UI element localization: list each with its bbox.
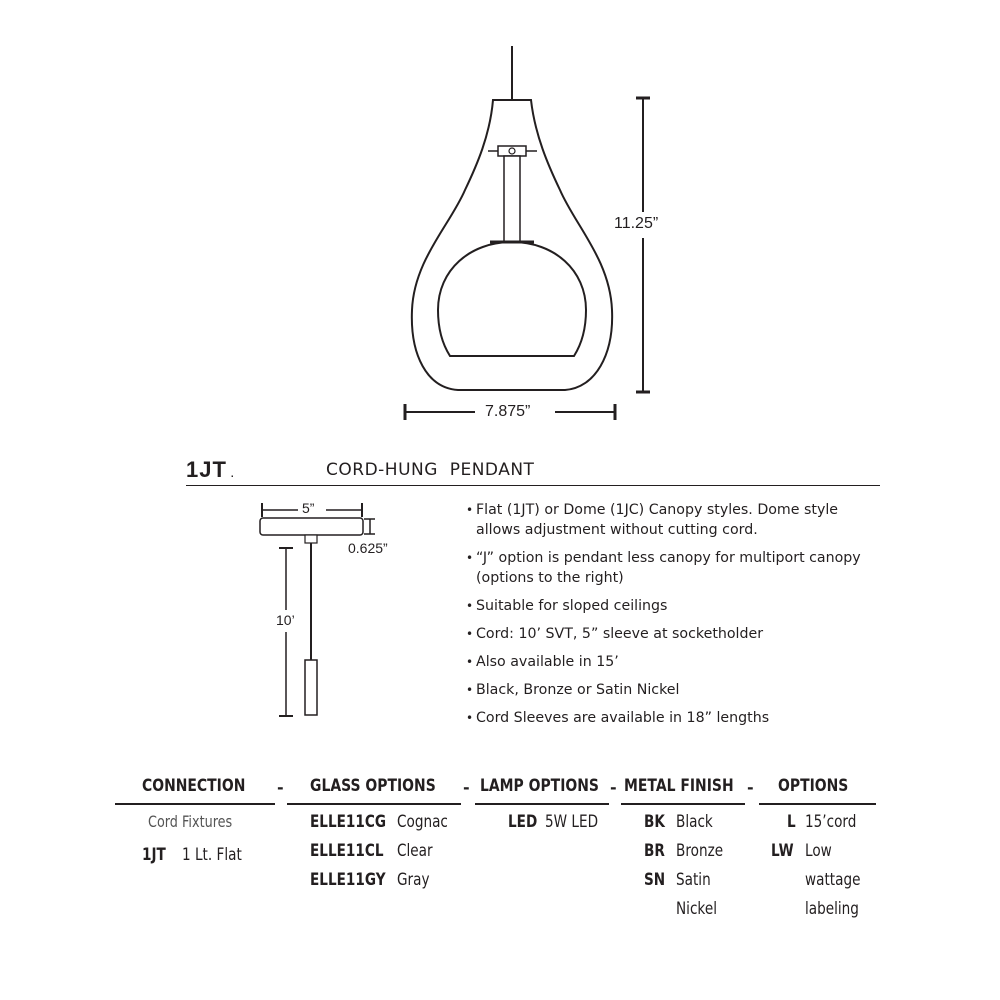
cord-length-label: 10’ [276,612,295,628]
canopy-width-label: 5” [302,500,315,516]
feature-item: • Cord: 10’ SVT, 5” sleeve at socketholder [466,624,886,644]
lamp-header: LAMP OPTIONS [480,776,599,796]
canopy-height-label: 0.625” [348,540,388,556]
feature-item: • “J” option is pendant less canopy for multiport canopy (options to the right) [466,548,886,588]
connection-label: 1 Lt. Flat [182,845,242,865]
finish-label: Bronze [676,841,724,861]
finish-rule [621,803,745,805]
connection-subtitle: Cord Fixtures [148,812,233,831]
option-label: 15’cord [805,812,857,832]
separator: - [463,778,470,797]
finish-code: BK [644,812,665,832]
separator: - [277,778,284,797]
option-code: L [787,812,796,832]
product-title: CORD-HUNG PENDANT [326,460,535,480]
connection-code: 1JT [142,845,166,865]
feature-list [466,500,886,736]
separator: - [610,778,617,797]
lamp-rule [475,803,609,805]
finish-label: Nickel [676,899,717,919]
glass-code: ELLE11GY [310,870,386,890]
options-rule [759,803,876,805]
cord-sleeve [305,660,317,715]
width-label: 7.875” [485,403,531,420]
option-code: LW [771,841,794,861]
feature-item: • Also available in 15’ [466,652,886,672]
feature-item: • Flat (1JT) or Dome (1JC) Canopy styles. Dome style allows adjustment without cutting cord. [466,500,886,540]
option-label: Low [805,841,832,861]
option-label: labeling [805,899,859,919]
lamp-code: LED [508,812,538,832]
finish-header: METAL FINISH [624,776,734,796]
glass-rule [287,803,461,805]
finish-label: Black [676,812,713,832]
finish-label: Satin [676,870,711,890]
connection-header: CONNECTION [142,776,246,796]
lamp-label: 5W LED [545,812,599,832]
glass-code: ELLE11CL [310,841,384,861]
glass-label: Clear [397,841,433,861]
model-suffix: . [230,469,235,480]
feature-item: • Cord Sleeves are available in 18” lengths [466,708,886,728]
options-header: OPTIONS [778,776,849,796]
separator: - [747,778,754,797]
feature-item: • Suitable for sloped ceilings [466,596,886,616]
model-code: 1JT [186,457,227,482]
option-label: wattage [805,870,861,890]
feature-item: • Black, Bronze or Satin Nickel [466,680,886,700]
finish-code: SN [644,870,666,890]
finish-code: BR [644,841,665,861]
glass-header: GLASS OPTIONS [310,776,436,796]
glass-code: ELLE11CG [310,812,386,832]
glass-label: Gray [397,870,430,890]
glass-label: Cognac [397,812,448,832]
canopy [260,518,363,535]
height-label: 11.25” [614,215,659,232]
connection-rule [115,803,275,805]
